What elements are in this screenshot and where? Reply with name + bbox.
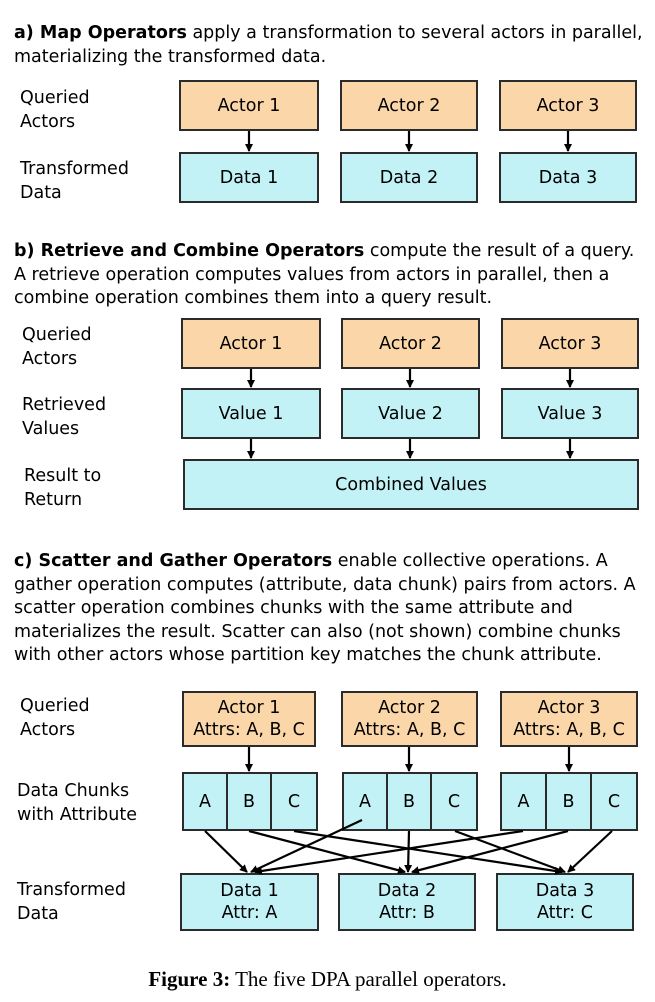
section-b-body: compute the result of a query. A retrieve operation computes values from actors in parallel, then a combine operation combines them into a query result. <box>14 241 635 308</box>
chunk-cell: A <box>342 772 388 831</box>
actor-box: Actor 2 <box>340 80 478 131</box>
label-data-chunks: Data Chunks with Attribute <box>17 781 137 825</box>
chunk-cell: B <box>545 772 592 831</box>
chunk-cell: A <box>500 772 547 831</box>
label-transformed-data-c: Transformed Data <box>17 880 126 924</box>
actor-box: Actor 3 Attrs: A, B, C <box>500 691 638 747</box>
label-queried-actors-b: Queried Actors <box>22 325 92 369</box>
arrow <box>568 831 612 872</box>
figure-caption <box>0 967 655 992</box>
section-a-body: apply a transformation to several actors in parallel, materializing the transformed data. <box>14 23 643 67</box>
output-data-box: Data 1 Attr: A <box>180 873 319 931</box>
value-box: Value 3 <box>501 388 639 439</box>
chunk-cell: C <box>590 772 638 831</box>
output-data-box: Data 3 Attr: C <box>496 873 634 931</box>
combined-values-box: Combined Values <box>183 459 639 510</box>
arrow <box>408 831 409 872</box>
actor-box: Actor 2 <box>341 318 480 369</box>
output-data-box: Data 2 Attr: B <box>338 873 476 931</box>
chunk-cell: B <box>386 772 432 831</box>
actor-box: Actor 1 Attrs: A, B, C <box>182 691 316 747</box>
arrow <box>205 831 247 872</box>
label-queried-actors-c: Queried Actors <box>20 696 90 740</box>
actor-box: Actor 1 <box>179 80 319 131</box>
label-result-to-return: Result to Return <box>24 466 102 510</box>
figure-caption-label: Figure 3: <box>148 967 231 991</box>
chunk-cell: C <box>270 772 318 831</box>
data-box: Data 1 <box>179 152 319 203</box>
chunk-cell: B <box>226 772 272 831</box>
section-c-body: enable collective operations. A gather operation computes (attribute, data chunk) pairs from actors. A scatter operation combines chunks with the same attribute and materializes the result. Scatter can also (not shown) combine chunks with other actors whose partition key matches the chunk attribute. <box>14 551 636 665</box>
section-a-heading: a) Map Operators <box>14 23 187 43</box>
chunk-cell: C <box>430 772 478 831</box>
label-transformed-data-a: Transformed Data <box>20 159 129 203</box>
actor-box: Actor 1 <box>181 318 321 369</box>
actor-box: Actor 3 <box>499 80 637 131</box>
chunk-cell: A <box>182 772 228 831</box>
section-c-heading: c) Scatter and Gather Operators <box>14 551 333 571</box>
data-box: Data 3 <box>499 152 637 203</box>
actor-box: Actor 3 <box>501 318 639 369</box>
label-queried-actors-a: Queried Actors <box>20 88 90 132</box>
arrow <box>294 831 562 872</box>
figure-caption-text: The five DPA parallel operators. <box>230 967 507 991</box>
value-box: Value 2 <box>341 388 480 439</box>
value-box: Value 1 <box>181 388 321 439</box>
label-retrieved-values: Retrieved Values <box>22 395 107 439</box>
actor-box: Actor 2 Attrs: A, B, C <box>341 691 478 747</box>
data-box: Data 2 <box>340 152 478 203</box>
section-b-heading: b) Retrieve and Combine Operators <box>14 241 365 261</box>
